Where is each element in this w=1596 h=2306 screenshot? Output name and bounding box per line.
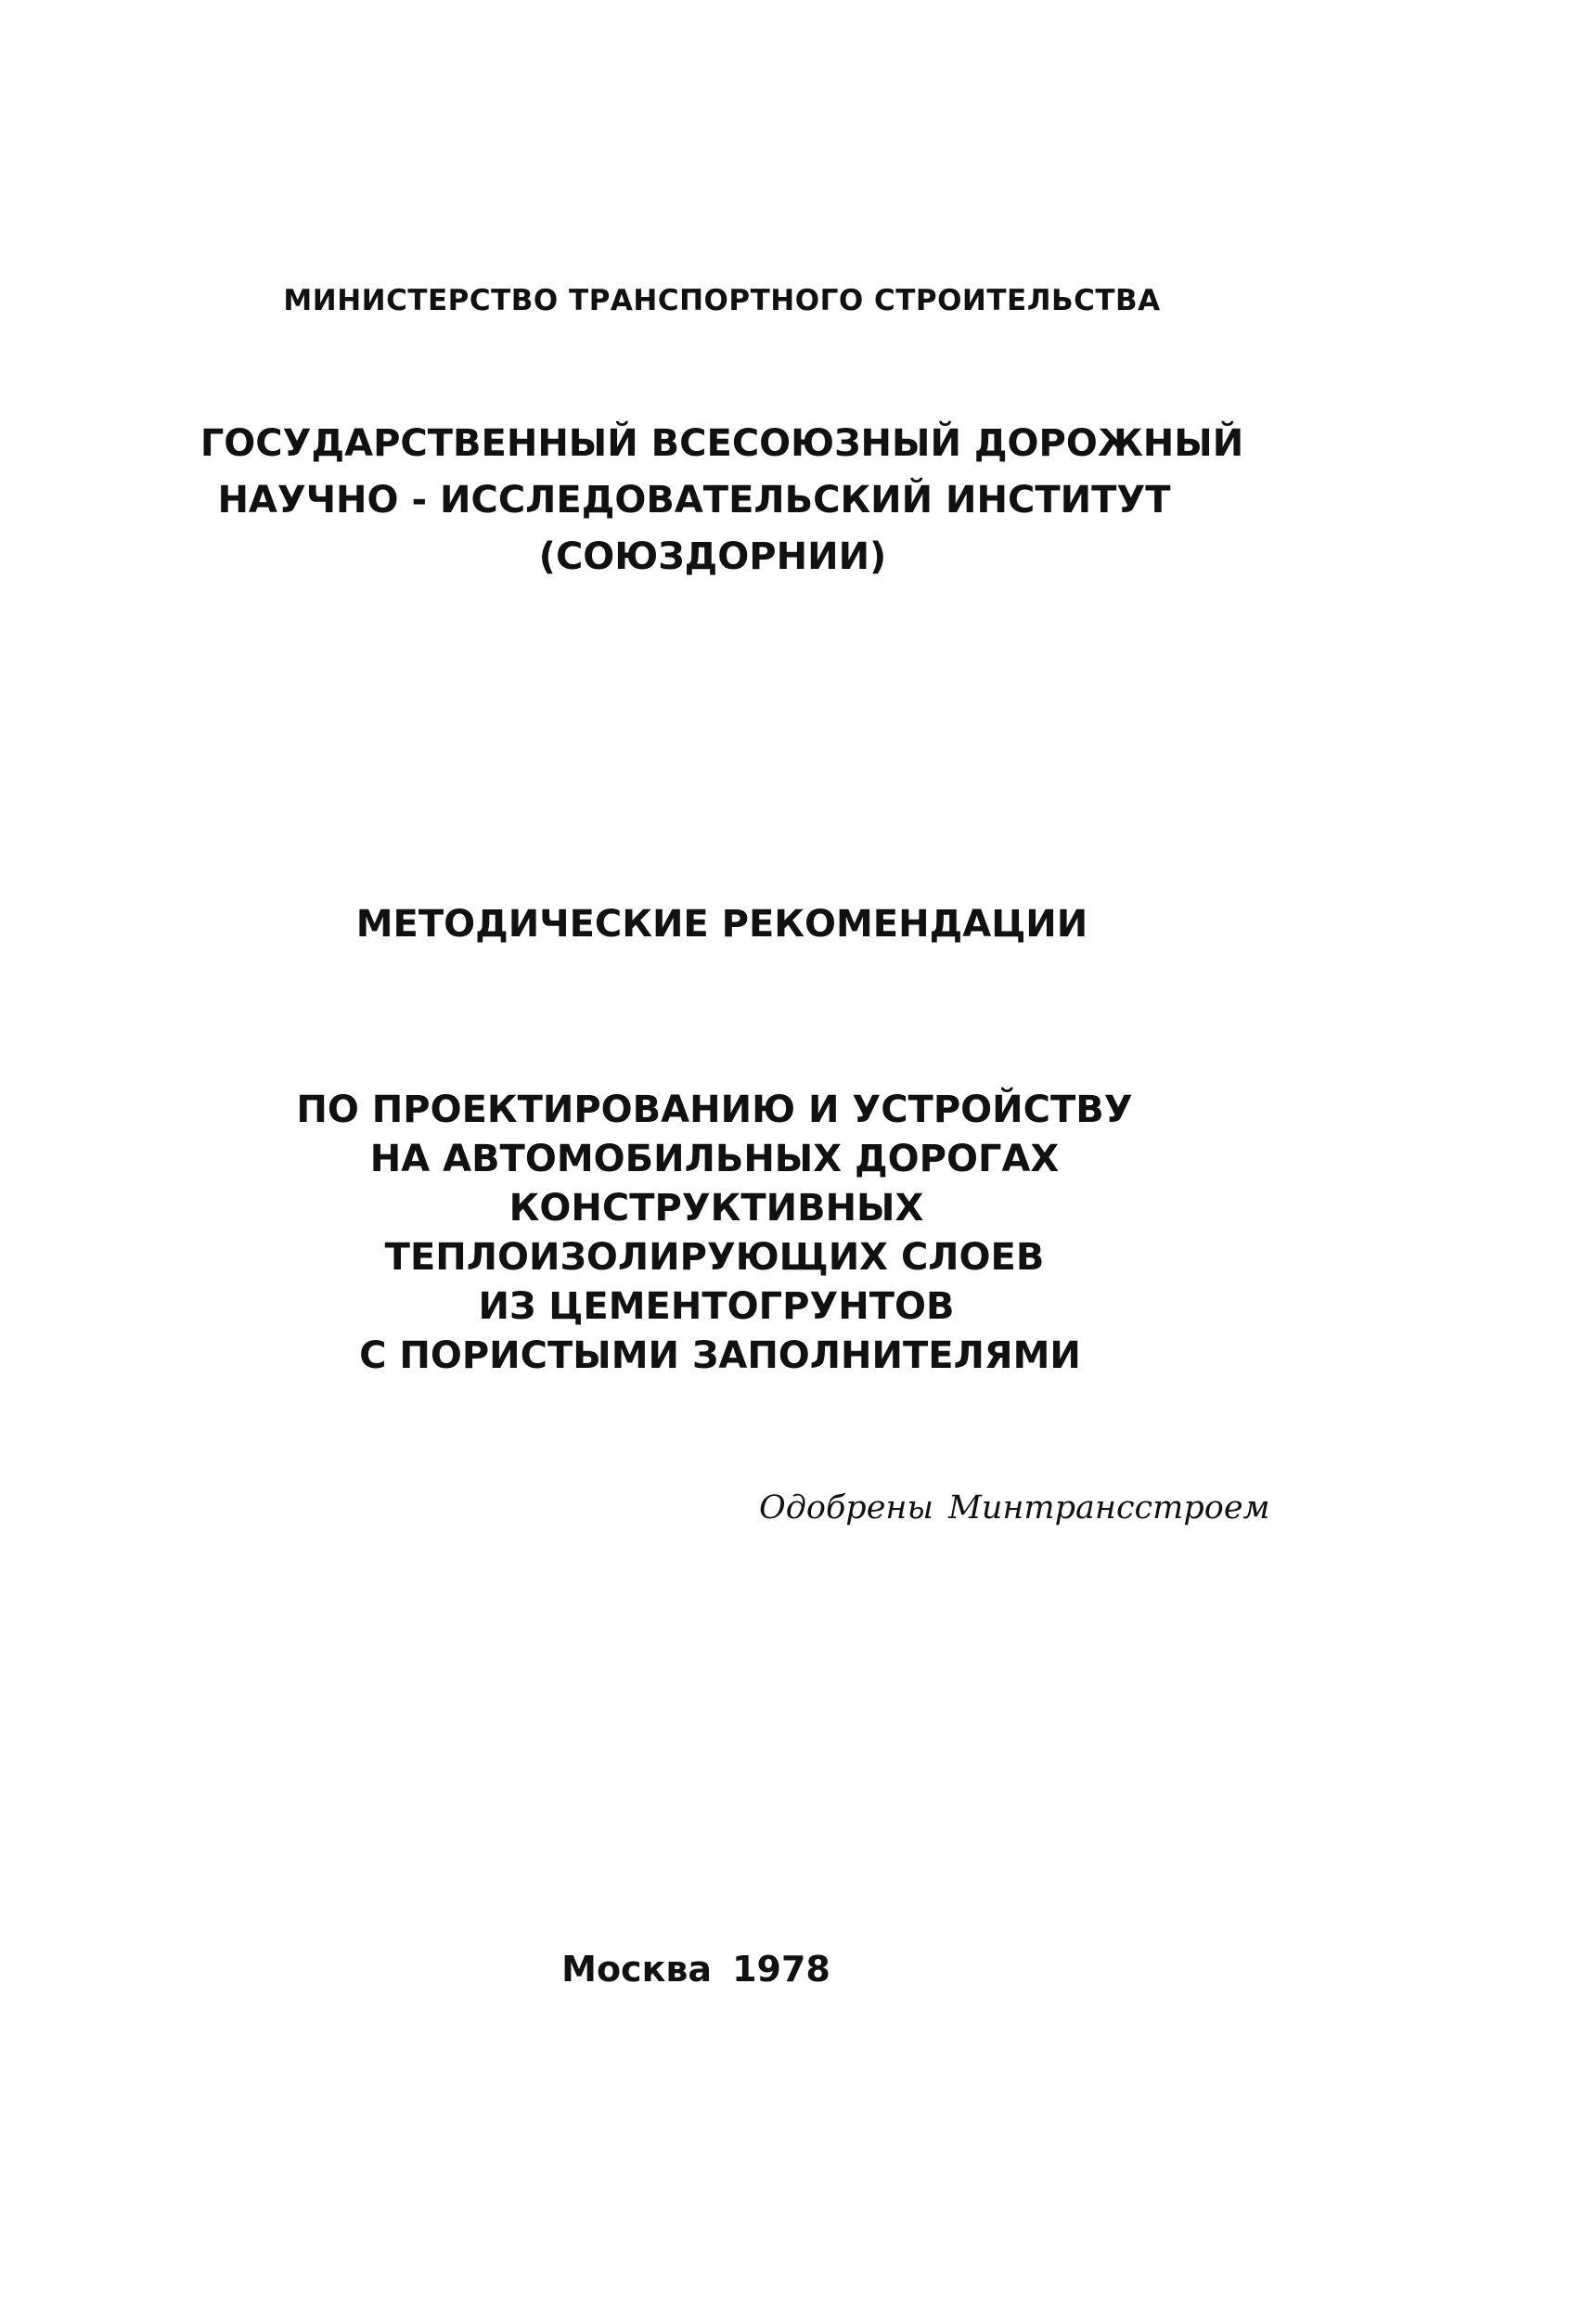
subject-line-6: С ПОРИСТЫМИ ЗАПОЛНИТЕЛЯМИ (359, 1334, 1081, 1377)
imprint-year: 1978 (732, 1949, 830, 1990)
document-type (0, 903, 1520, 946)
institute-line-2: НАУЧНО - ИССЛЕДОВАТЕЛЬСКИЙ ИНСТИТУТ (217, 479, 1171, 522)
subject-line-1: ПО ПРОЕКТИРОВАНИЮ И УСТРОЙСТВУ (296, 1089, 1133, 1131)
imprint (0, 1949, 1494, 1990)
document-subject (0, 1086, 1520, 1381)
document-type-line: МЕТОДИЧЕСКИЕ РЕКОМЕНДАЦИИ (355, 903, 1088, 946)
institute-name (0, 416, 1520, 586)
ministry-name (0, 284, 1520, 317)
subject-line-4: ТЕПЛОИЗОЛИРУЮЩИХ СЛОЕВ (384, 1236, 1045, 1279)
approval-authority: Минтрансстроем (948, 1489, 1270, 1527)
imprint-city: Москва (561, 1949, 713, 1990)
institute-abbreviation: (СОЮЗДОРНИИ) (538, 535, 887, 578)
subject-line-3: КОНСТРУКТИВНЫХ (508, 1187, 924, 1230)
institute-line-1: ГОСУДАРСТВЕННЫЙ ВСЕСОЮЗНЫЙ ДОРОЖНЫЙ (200, 422, 1244, 465)
approval-note (759, 1489, 1270, 1527)
subject-line-2: НА АВТОМОБИЛЬНЫХ ДОРОГАХ (369, 1138, 1060, 1180)
subject-line-5: ИЗ ЦЕМЕНТОГРУНТОВ (478, 1285, 955, 1328)
approval-verb: Одобрены (759, 1489, 933, 1527)
ministry-line: МИНИСТЕРСТВО ТРАНСПОРТНОГО СТРОИТЕЛЬСТВА (283, 284, 1161, 317)
